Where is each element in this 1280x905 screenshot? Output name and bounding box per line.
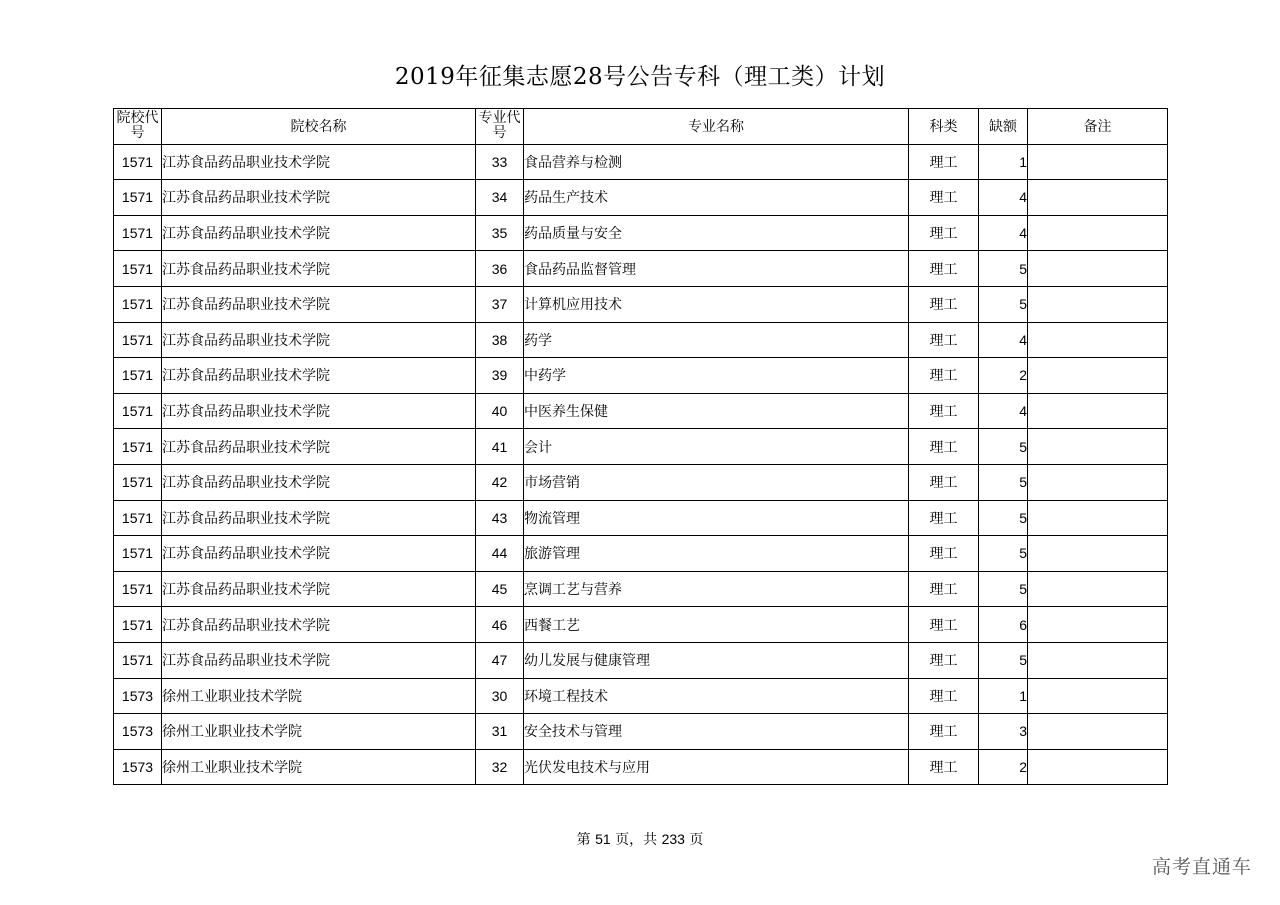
cell-school-code: 1571 [114,215,162,251]
cell-school-code: 1573 [114,749,162,785]
cell-quota: 6 [979,607,1028,643]
footer-total-pages: 233 [661,831,685,847]
cell-remark [1028,749,1168,785]
cell-school-name: 江苏食品药品职业技术学院 [162,429,476,465]
cell-quota: 1 [979,678,1028,714]
table-row [114,180,1168,216]
cell-school-name: 江苏食品药品职业技术学院 [162,571,476,607]
cell-major-code: 45 [476,571,524,607]
cell-major-name: 烹调工艺与营养 [524,571,909,607]
cell-major-name: 药品生产技术 [524,180,909,216]
cell-school-code: 1571 [114,180,162,216]
cell-remark [1028,714,1168,750]
header-major-name: 专业名称 [524,109,909,145]
cell-major-name: 会计 [524,429,909,465]
cell-category: 理工 [909,500,979,536]
cell-quota: 5 [979,251,1028,287]
cell-school-code: 1571 [114,464,162,500]
table-row [114,144,1168,180]
cell-school-code: 1571 [114,251,162,287]
cell-school-code: 1571 [114,322,162,358]
footer-prefix: 第 [576,832,591,848]
cell-school-code: 1571 [114,286,162,322]
cell-remark [1028,642,1168,678]
cell-major-code: 31 [476,714,524,750]
cell-major-code: 46 [476,607,524,643]
cell-category: 理工 [909,393,979,429]
cell-category: 理工 [909,464,979,500]
plan-table [113,108,1168,785]
table-row [114,393,1168,429]
cell-remark [1028,393,1168,429]
cell-quota: 4 [979,393,1028,429]
cell-category: 理工 [909,678,979,714]
header-category: 科类 [909,109,979,145]
cell-school-code: 1573 [114,678,162,714]
cell-category: 理工 [909,180,979,216]
cell-category: 理工 [909,714,979,750]
cell-major-code: 38 [476,322,524,358]
cell-major-code: 44 [476,536,524,572]
cell-major-name: 幼儿发展与健康管理 [524,642,909,678]
cell-school-name: 江苏食品药品职业技术学院 [162,536,476,572]
cell-remark [1028,180,1168,216]
table-row [114,464,1168,500]
cell-major-code: 42 [476,464,524,500]
cell-quota: 2 [979,749,1028,785]
cell-school-name: 江苏食品药品职业技术学院 [162,464,476,500]
cell-school-name: 江苏食品药品职业技术学院 [162,286,476,322]
cell-school-name: 江苏食品药品职业技术学院 [162,144,476,180]
cell-major-code: 35 [476,215,524,251]
cell-category: 理工 [909,429,979,465]
cell-major-name: 计算机应用技术 [524,286,909,322]
cell-school-name: 江苏食品药品职业技术学院 [162,393,476,429]
cell-quota: 4 [979,215,1028,251]
cell-major-code: 30 [476,678,524,714]
cell-category: 理工 [909,571,979,607]
cell-remark [1028,500,1168,536]
page-footer [0,829,1280,849]
cell-school-code: 1571 [114,500,162,536]
cell-school-code: 1571 [114,536,162,572]
cell-major-name: 药品质量与安全 [524,215,909,251]
table-row [114,536,1168,572]
cell-major-name: 物流管理 [524,500,909,536]
header-major-code: 专业代号 [476,109,524,145]
table-row [114,286,1168,322]
header-school-code: 院校代号 [114,109,162,145]
cell-remark [1028,144,1168,180]
cell-major-name: 安全技术与管理 [524,714,909,750]
table-row [114,607,1168,643]
cell-school-code: 1571 [114,393,162,429]
cell-quota: 5 [979,536,1028,572]
cell-school-name: 江苏食品药品职业技术学院 [162,215,476,251]
cell-category: 理工 [909,215,979,251]
cell-school-code: 1571 [114,642,162,678]
cell-major-name: 中药学 [524,358,909,394]
cell-category: 理工 [909,642,979,678]
cell-major-name: 中医养生保健 [524,393,909,429]
cell-school-name: 江苏食品药品职业技术学院 [162,500,476,536]
cell-major-name: 光伏发电技术与应用 [524,749,909,785]
cell-school-code: 1571 [114,429,162,465]
cell-school-code: 1571 [114,607,162,643]
cell-school-code: 1571 [114,144,162,180]
cell-category: 理工 [909,358,979,394]
table-row [114,251,1168,287]
table-row [114,571,1168,607]
cell-remark [1028,358,1168,394]
footer-page-number: 51 [595,831,611,847]
cell-school-name: 江苏食品药品职业技术学院 [162,251,476,287]
cell-remark [1028,464,1168,500]
table-row [114,749,1168,785]
cell-remark [1028,607,1168,643]
page-title: 2019年征集志愿28号公告专科（理工类）计划 [394,64,886,90]
header-quota: 缺额 [979,109,1028,145]
cell-remark [1028,286,1168,322]
cell-school-name: 江苏食品药品职业技术学院 [162,322,476,358]
cell-major-code: 34 [476,180,524,216]
cell-remark [1028,571,1168,607]
cell-category: 理工 [909,749,979,785]
cell-remark [1028,678,1168,714]
cell-category: 理工 [909,322,979,358]
cell-quota: 5 [979,464,1028,500]
cell-major-name: 西餐工艺 [524,607,909,643]
cell-quota: 5 [979,286,1028,322]
cell-remark [1028,429,1168,465]
cell-category: 理工 [909,144,979,180]
cell-quota: 5 [979,571,1028,607]
cell-major-code: 47 [476,642,524,678]
cell-school-code: 1571 [114,358,162,394]
cell-school-name: 徐州工业职业技术学院 [162,749,476,785]
cell-category: 理工 [909,536,979,572]
table-row [114,429,1168,465]
table-row [114,678,1168,714]
footer-mid: 页，共 [615,832,658,848]
cell-remark [1028,536,1168,572]
footer-suffix: 页 [689,832,704,848]
cell-remark [1028,215,1168,251]
cell-school-name: 江苏食品药品职业技术学院 [162,180,476,216]
cell-remark [1028,322,1168,358]
cell-quota: 5 [979,500,1028,536]
cell-remark [1028,251,1168,287]
cell-major-name: 市场营销 [524,464,909,500]
cell-school-name: 江苏食品药品职业技术学院 [162,358,476,394]
table-row [114,714,1168,750]
table-row [114,215,1168,251]
cell-major-code: 41 [476,429,524,465]
cell-major-code: 40 [476,393,524,429]
cell-quota: 4 [979,180,1028,216]
cell-category: 理工 [909,251,979,287]
cell-major-name: 药学 [524,322,909,358]
cell-quota: 4 [979,322,1028,358]
header-school-name: 院校名称 [162,109,476,145]
cell-major-name: 环境工程技术 [524,678,909,714]
cell-major-name: 旅游管理 [524,536,909,572]
cell-major-code: 39 [476,358,524,394]
table-row [114,500,1168,536]
header-row [114,109,1168,145]
cell-school-name: 江苏食品药品职业技术学院 [162,642,476,678]
cell-school-code: 1573 [114,714,162,750]
watermark: 高考直通车 [1151,856,1252,878]
table-row [114,358,1168,394]
cell-quota: 5 [979,429,1028,465]
cell-major-code: 43 [476,500,524,536]
cell-major-code: 33 [476,144,524,180]
table-row [114,322,1168,358]
cell-school-name: 徐州工业职业技术学院 [162,678,476,714]
cell-school-code: 1571 [114,571,162,607]
cell-major-code: 37 [476,286,524,322]
cell-category: 理工 [909,286,979,322]
cell-school-name: 徐州工业职业技术学院 [162,714,476,750]
cell-quota: 1 [979,144,1028,180]
cell-quota: 2 [979,358,1028,394]
table-row [114,642,1168,678]
cell-major-code: 32 [476,749,524,785]
cell-school-name: 江苏食品药品职业技术学院 [162,607,476,643]
cell-quota: 3 [979,714,1028,750]
cell-major-name: 食品药品监督管理 [524,251,909,287]
header-remark: 备注 [1028,109,1168,145]
cell-quota: 5 [979,642,1028,678]
cell-major-code: 36 [476,251,524,287]
cell-category: 理工 [909,607,979,643]
cell-major-name: 食品营养与检测 [524,144,909,180]
